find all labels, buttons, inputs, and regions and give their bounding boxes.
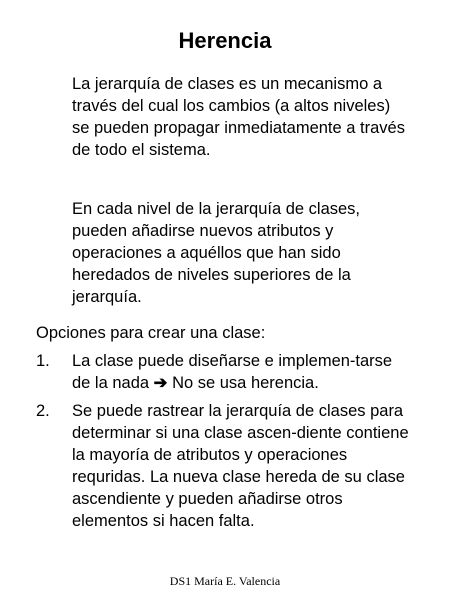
paragraph-hierarchy-mechanism: La jerarquía de clases es un mecanismo a través del cual los cambios (a altos niveles) se pueden propagar inmediatamente a través de todo el sistema. [72,75,405,159]
slide-title: Herencia [178,28,272,53]
arrow-right-icon: ➔ [153,374,168,392]
slide-footer: DS1 María E. Valencia [169,574,281,588]
paragraph-new-attributes: En cada nivel de la jerarquía de clases, pueden añadirse nuevos atributos y operaciones a aquéllos que han sido heredados de niveles superiores de la jerarquía. [72,200,361,306]
options-heading: Opciones para crear una clase: [36,324,266,342]
list-item [36,400,430,532]
list-item-number: 2. [36,402,50,420]
list-item-text-end: No se usa herencia. [167,374,319,392]
list-item [36,350,430,394]
list-item-text [72,350,412,394]
list-item-text-start: La clase puede diseñarse e implemen-tarse de la nada [72,352,393,392]
list-item-number: 1. [36,352,50,370]
options-list [36,350,430,538]
list-item-text: Se puede rastrear la jerarquía de clases para determinar si una clase ascen-diente contiene la mayoría de atributos y operaciones requridas. La nueva clase hereda de su clase ascendiente y pueden añadirse otros elementos si hacen falta. [72,402,409,530]
